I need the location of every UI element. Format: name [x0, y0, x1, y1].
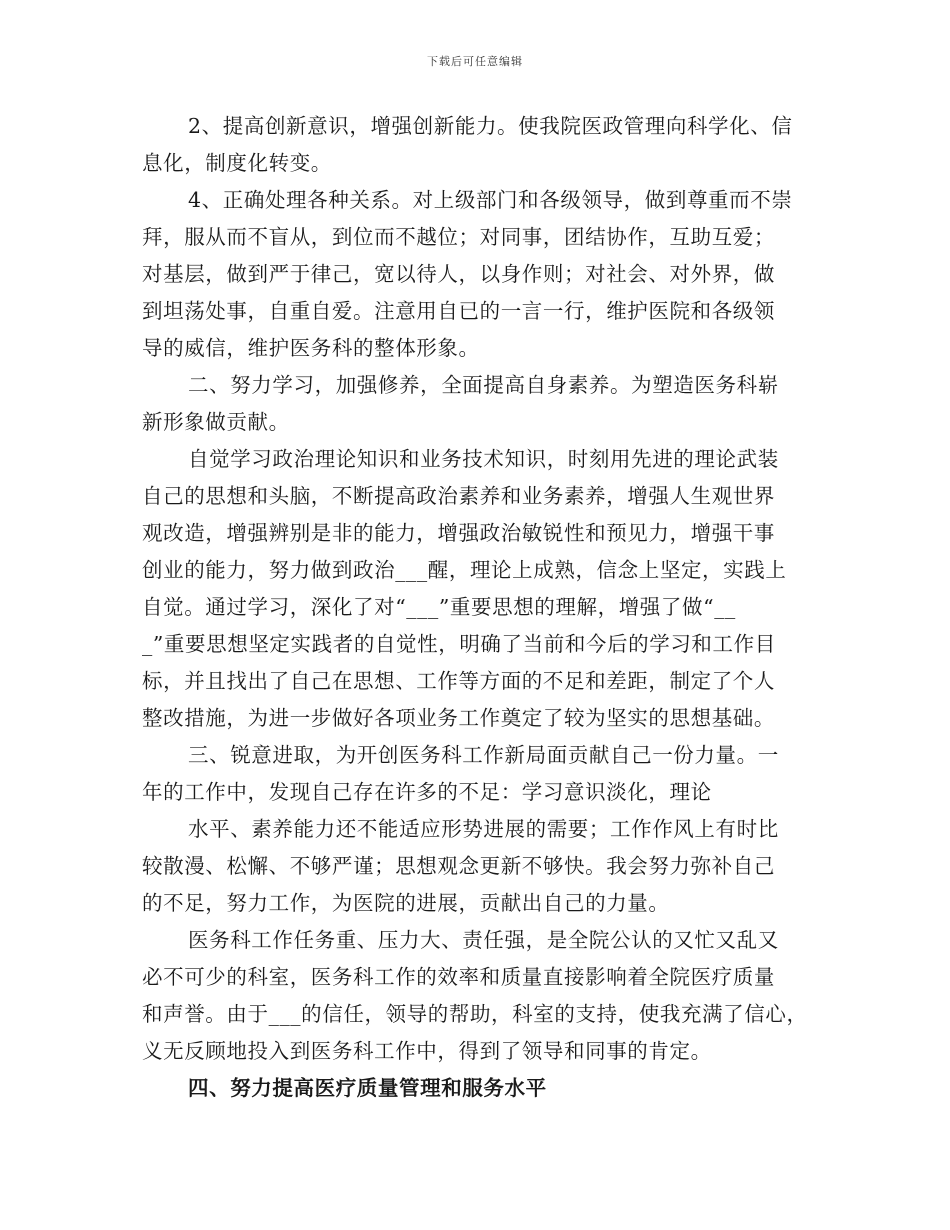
page-header: 下载后可任意编辑 [427, 55, 523, 68]
paragraph-line: 4、正确处理各种关系。对上级部门和各级领导，做到尊重而不崇 [188, 188, 793, 212]
paragraph-line: 整改措施，为进一步做好各项业务工作奠定了较为坚实的思想基础。 [142, 706, 775, 730]
paragraph-line: 年的工作中，发现自己存在许多的不足：学习意识淡化，理论 [142, 780, 712, 804]
paragraph-line: _”重要思想坚定实践者的自觉性，明确了当前和今后的学习和工作目 [142, 632, 776, 656]
paragraph-line: 自己的思想和头脑，不断提高政治素养和业务素养，增强人生观世界 [142, 484, 775, 508]
section-heading: 四、努力提高医疗质量管理和服务水平 [188, 1076, 547, 1100]
paragraph-line: 自觉学习政治理论知识和业务技术知识，时刻用先进的理论武装 [188, 447, 779, 471]
paragraph-line: 医务科工作任务重、压力大、责任强，是全院公认的又忙又乱又 [188, 928, 779, 952]
paragraph-line: 三、锐意进取，为开创医务科工作新局面贡献自己一份力量。一 [188, 743, 779, 767]
paragraph-line: 对基层，做到严于律己，宽以待人，以身作则；对社会、对外界，做 [142, 262, 775, 286]
paragraph-line: 拜，服从而不盲从，到位而不越位；对同事，团结协作，互助互爱； [142, 225, 775, 249]
paragraph-line: 和声誉。由于___的信任，领导的帮助，科室的支持，使我充满了信心， [142, 1002, 808, 1026]
paragraph-line: 新形象做贡献。 [142, 410, 290, 434]
document-body [142, 108, 808, 1107]
paragraph-line: 导的威信，维护医务科的整体形象。 [142, 336, 480, 360]
paragraph-line: 2、提高创新意识，增强创新能力。使我院医政管理向科学化、信 [188, 114, 793, 138]
paragraph-line: 较散漫、松懈、不够严谨；思想观念更新不够快。我会努力弥补自己 [142, 854, 775, 878]
paragraph-line: 的不足，努力工作，为医院的进展，贡献出自己的力量。 [142, 891, 670, 915]
paragraph-line: 标，并且找出了自己在思想、工作等方面的不足和差距，制定了个人 [142, 669, 775, 693]
paragraph-line: 创业的能力，努力做到政治___醒，理论上成熟，信念上坚定，实践上 [142, 558, 787, 582]
paragraph-line: 二、努力学习，加强修养，全面提高自身素养。为塑造医务科崭 [188, 373, 779, 397]
paragraph-line: 自觉。通过学习，深化了对“___”重要思想的理解，增强了做“__ [142, 595, 736, 619]
paragraph-line: 必不可少的科室，医务科工作的效率和质量直接影响着全院医疗质量 [142, 965, 775, 989]
paragraph-line: 水平、素养能力还不能适应形势进展的需要；工作作风上有时比 [188, 817, 779, 841]
paragraph-line: 义无反顾地投入到医务科工作中，得到了领导和同事的肯定。 [142, 1039, 712, 1063]
paragraph-line: 息化，制度化转变。 [142, 151, 332, 175]
paragraph-line: 观改造，增强辨别是非的能力，增强政治敏锐性和预见力，增强干事 [142, 521, 775, 545]
paragraph-line: 到坦荡处事，自重自爱。注意用自已的一言一行，维护医院和各级领 [142, 299, 775, 323]
